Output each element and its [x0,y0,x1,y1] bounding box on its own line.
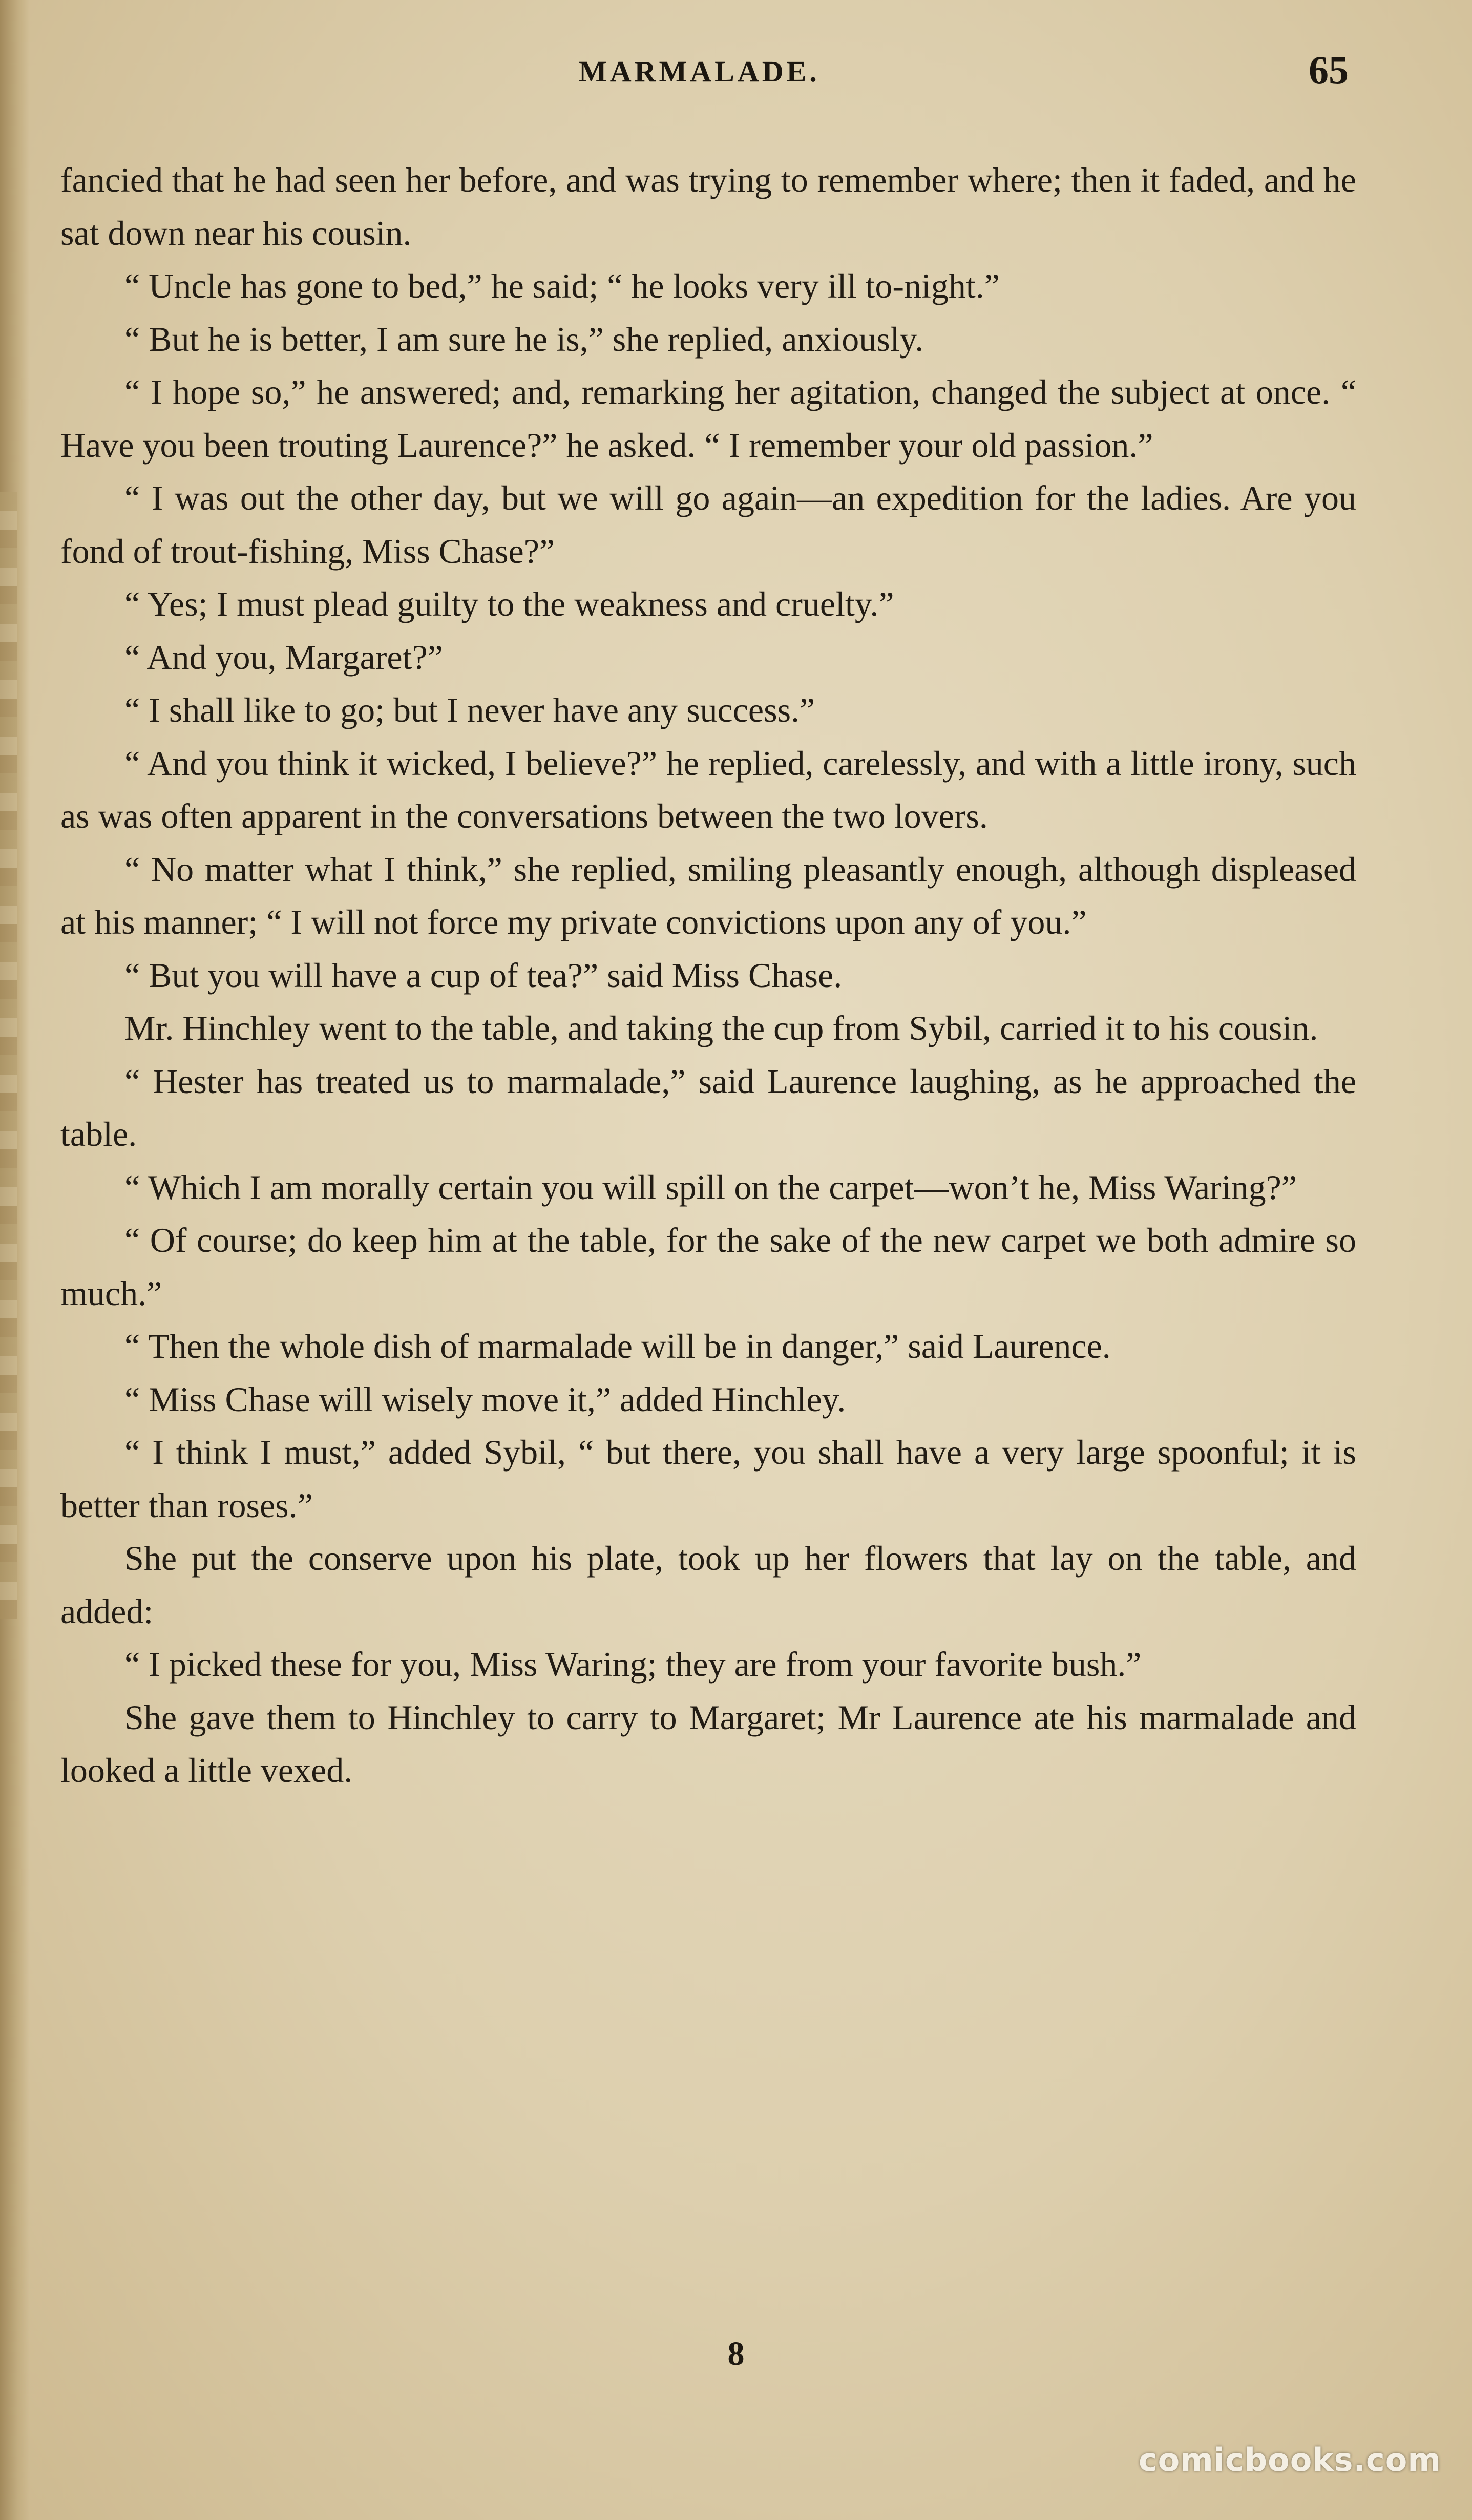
page-header [0,47,1472,109]
paragraph: “ And you, Margaret?” [124,637,443,677]
printer-signature-mark: 8 [727,2335,745,2372]
paragraph: She gave them to Hinchley to carry to Margaret; Mr Laurence ate his marmalade and looked a little vexed. [60,1697,1356,1790]
paragraph: “ But you will have a cup of tea?” said Miss Chase. [124,955,843,995]
paragraph: “ And you think it wicked, I believe?” he replied, carelessly, and with a little irony, such as was often apparent in the conversations between the two lovers. [60,743,1356,835]
page-number: 65 [1309,48,1349,92]
paragraph: “ I shall like to go; but I never have any success.” [124,690,815,729]
paragraph: “ I picked these for you, Miss Waring; they are from your favorite bush.” [124,1645,1142,1684]
paragraph: “ But he is better, I am sure he is,” she replied, anxiously. [124,319,924,359]
paragraph: “ Then the whole dish of marmalade will be in danger,” said Laurence. [124,1327,1111,1366]
body-text [60,154,1356,1797]
paragraph: “ Yes; I must plead guilty to the weakness and cruelty.” [124,584,894,623]
paragraph: “ I think I must,” added Sybil, “ but there, you shall have a very large spoonful; it is better than roses.” [60,1433,1356,1525]
running-title: MARMALADE. [579,55,820,88]
paragraph: “ Of course; do keep him at the table, for the sake of the new carpet we both admire so much.” [60,1221,1356,1313]
paragraph: “ No matter what I think,” she replied, smiling pleasantly enough, although displeased at his manner; “ I will not force my private convictions upon any of you.” [60,849,1356,941]
paragraph: Mr. Hinchley went to the table, and taking the cup from Sybil, carried it to his cousin. [124,1009,1318,1047]
paragraph: “ I was out the other day, but we will go again—an expedition for the ladies. Are you fond of trout-fishing, Miss Chase?” [60,478,1356,571]
paragraph: She put the conserve upon his plate, took up her flowers that lay on the table, and added: [60,1539,1356,1631]
paragraph-continued: fancied that he had seen her before, and was trying to remember where; then it faded, and he sat down near his cousin. [60,160,1356,253]
paragraph: “ Which I am morally certain you will spill on the carpet—won’t he, Miss Waring?” [124,1167,1297,1207]
torn-page-edge [0,492,17,1619]
watermark-logo: comicbooks.com [1138,2441,1441,2479]
paragraph: “ Miss Chase will wisely move it,” added Hinchley. [124,1379,846,1419]
paragraph: “ I hope so,” he answered; and, remarking her agitation, changed the subject at once. “ Have you been trouting Laurence?” he asked. “ I remember your old passion.” [60,372,1356,465]
paragraph: “ Uncle has gone to bed,” he said; “ he looks very ill to-night.” [124,266,1000,305]
paragraph: “ Hester has treated us to marmalade,” said Laurence laughing, as he approached the table. [60,1061,1356,1153]
